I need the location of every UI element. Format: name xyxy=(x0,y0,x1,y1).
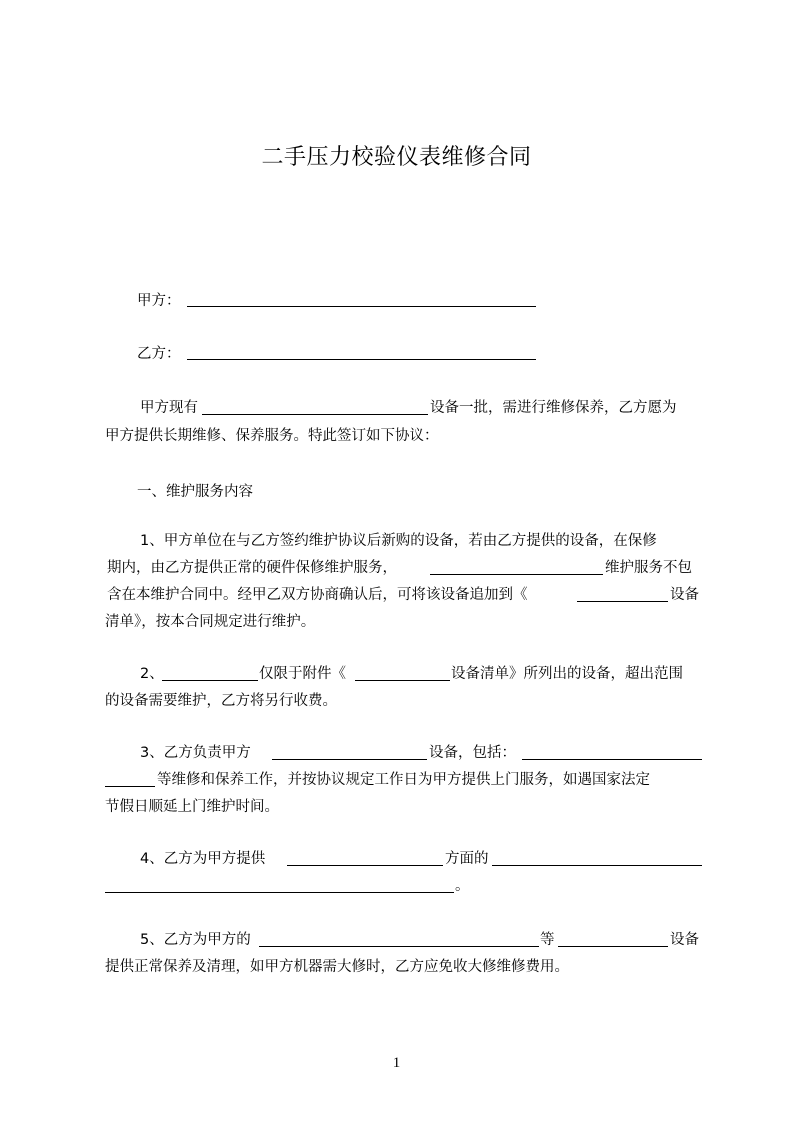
clause-2-blank-1 xyxy=(162,680,258,681)
document-title: 二手压力校验仪表维修合同 xyxy=(261,145,532,170)
party-a-blank xyxy=(187,306,536,307)
intro-blank xyxy=(202,414,428,415)
clause-1-blank-1 xyxy=(430,574,603,575)
clause-5-line-1c: 设备 xyxy=(670,932,699,948)
clause-4-line-2-end: 。 xyxy=(455,878,470,894)
clause-4-blank-2 xyxy=(492,865,702,866)
clause-4-blank-3 xyxy=(105,892,454,893)
clause-1-line-3a: 含在本维护合同中。经甲乙双方协商确认后，可将该设备追加到《 xyxy=(107,587,528,603)
intro-text-1a: 甲方现有 xyxy=(140,400,198,416)
clause-3-line-3: 节假日顺延上门维护时间。 xyxy=(105,799,279,815)
clause-3-line-2: 等维修和保养工作，并按协议规定工作日为甲方提供上门服务，如遇国家法定 xyxy=(157,772,650,788)
intro-text-1b: 设备一批，需进行维修保养，乙方愿为 xyxy=(430,400,677,416)
clause-4-line-1a: 4、乙方为甲方提供 xyxy=(140,851,266,867)
page-number: 1 xyxy=(392,1055,401,1071)
clause-1-line-3b: 设备 xyxy=(670,587,699,603)
clause-4-blank-1 xyxy=(287,865,443,866)
clause-2-line-1c: 设备清单》所列出的设备，超出范围 xyxy=(451,666,683,682)
clause-2-line-1a: 2、 xyxy=(140,666,164,682)
clause-1-blank-2 xyxy=(577,601,668,602)
clause-1-line-2b: 维护服务不包 xyxy=(605,560,692,576)
clause-4-line-1b: 方面的 xyxy=(445,851,489,867)
clause-3-blank-2 xyxy=(522,759,702,760)
intro-text-2: 甲方提供长期维修、保养服务。特此签订如下协议： xyxy=(105,428,439,444)
clause-2-blank-2 xyxy=(355,680,450,681)
clause-3-line-1b: 设备，包括： xyxy=(429,745,516,761)
clause-5-blank-1 xyxy=(259,946,539,947)
clause-3-blank-3 xyxy=(105,786,155,787)
clause-2-line-1b: 仅限于附件《 xyxy=(259,666,346,682)
clause-1-line-2a: 期内，由乙方提供正常的硬件保修维护服务， xyxy=(107,560,397,576)
clause-5-line-2: 提供正常保养及清理，如甲方机器需大修时，乙方应免收大修维修费用。 xyxy=(105,959,569,975)
clause-5-blank-2 xyxy=(558,946,668,947)
clause-1-line-1: 1、甲方单位在与乙方签约维护协议后新购的设备，若由乙方提供的设备，在保修 xyxy=(140,533,657,549)
section-1-heading: 一、维护服务内容 xyxy=(137,484,253,500)
party-b-blank xyxy=(187,359,536,360)
clause-1-line-4: 清单》，按本合同规定进行维护。 xyxy=(105,614,316,630)
clause-2-line-2: 的设备需要维护，乙方将另行收费。 xyxy=(105,693,337,709)
clause-3-line-1a: 3、乙方负责甲方 xyxy=(140,745,251,761)
clause-5-line-1a: 5、乙方为甲方的 xyxy=(140,932,251,948)
clause-3-blank-1 xyxy=(272,759,427,760)
party-b-label: 乙方： xyxy=(137,346,181,362)
party-a-label: 甲方： xyxy=(137,293,181,309)
clause-5-line-1b: 等 xyxy=(540,932,555,948)
